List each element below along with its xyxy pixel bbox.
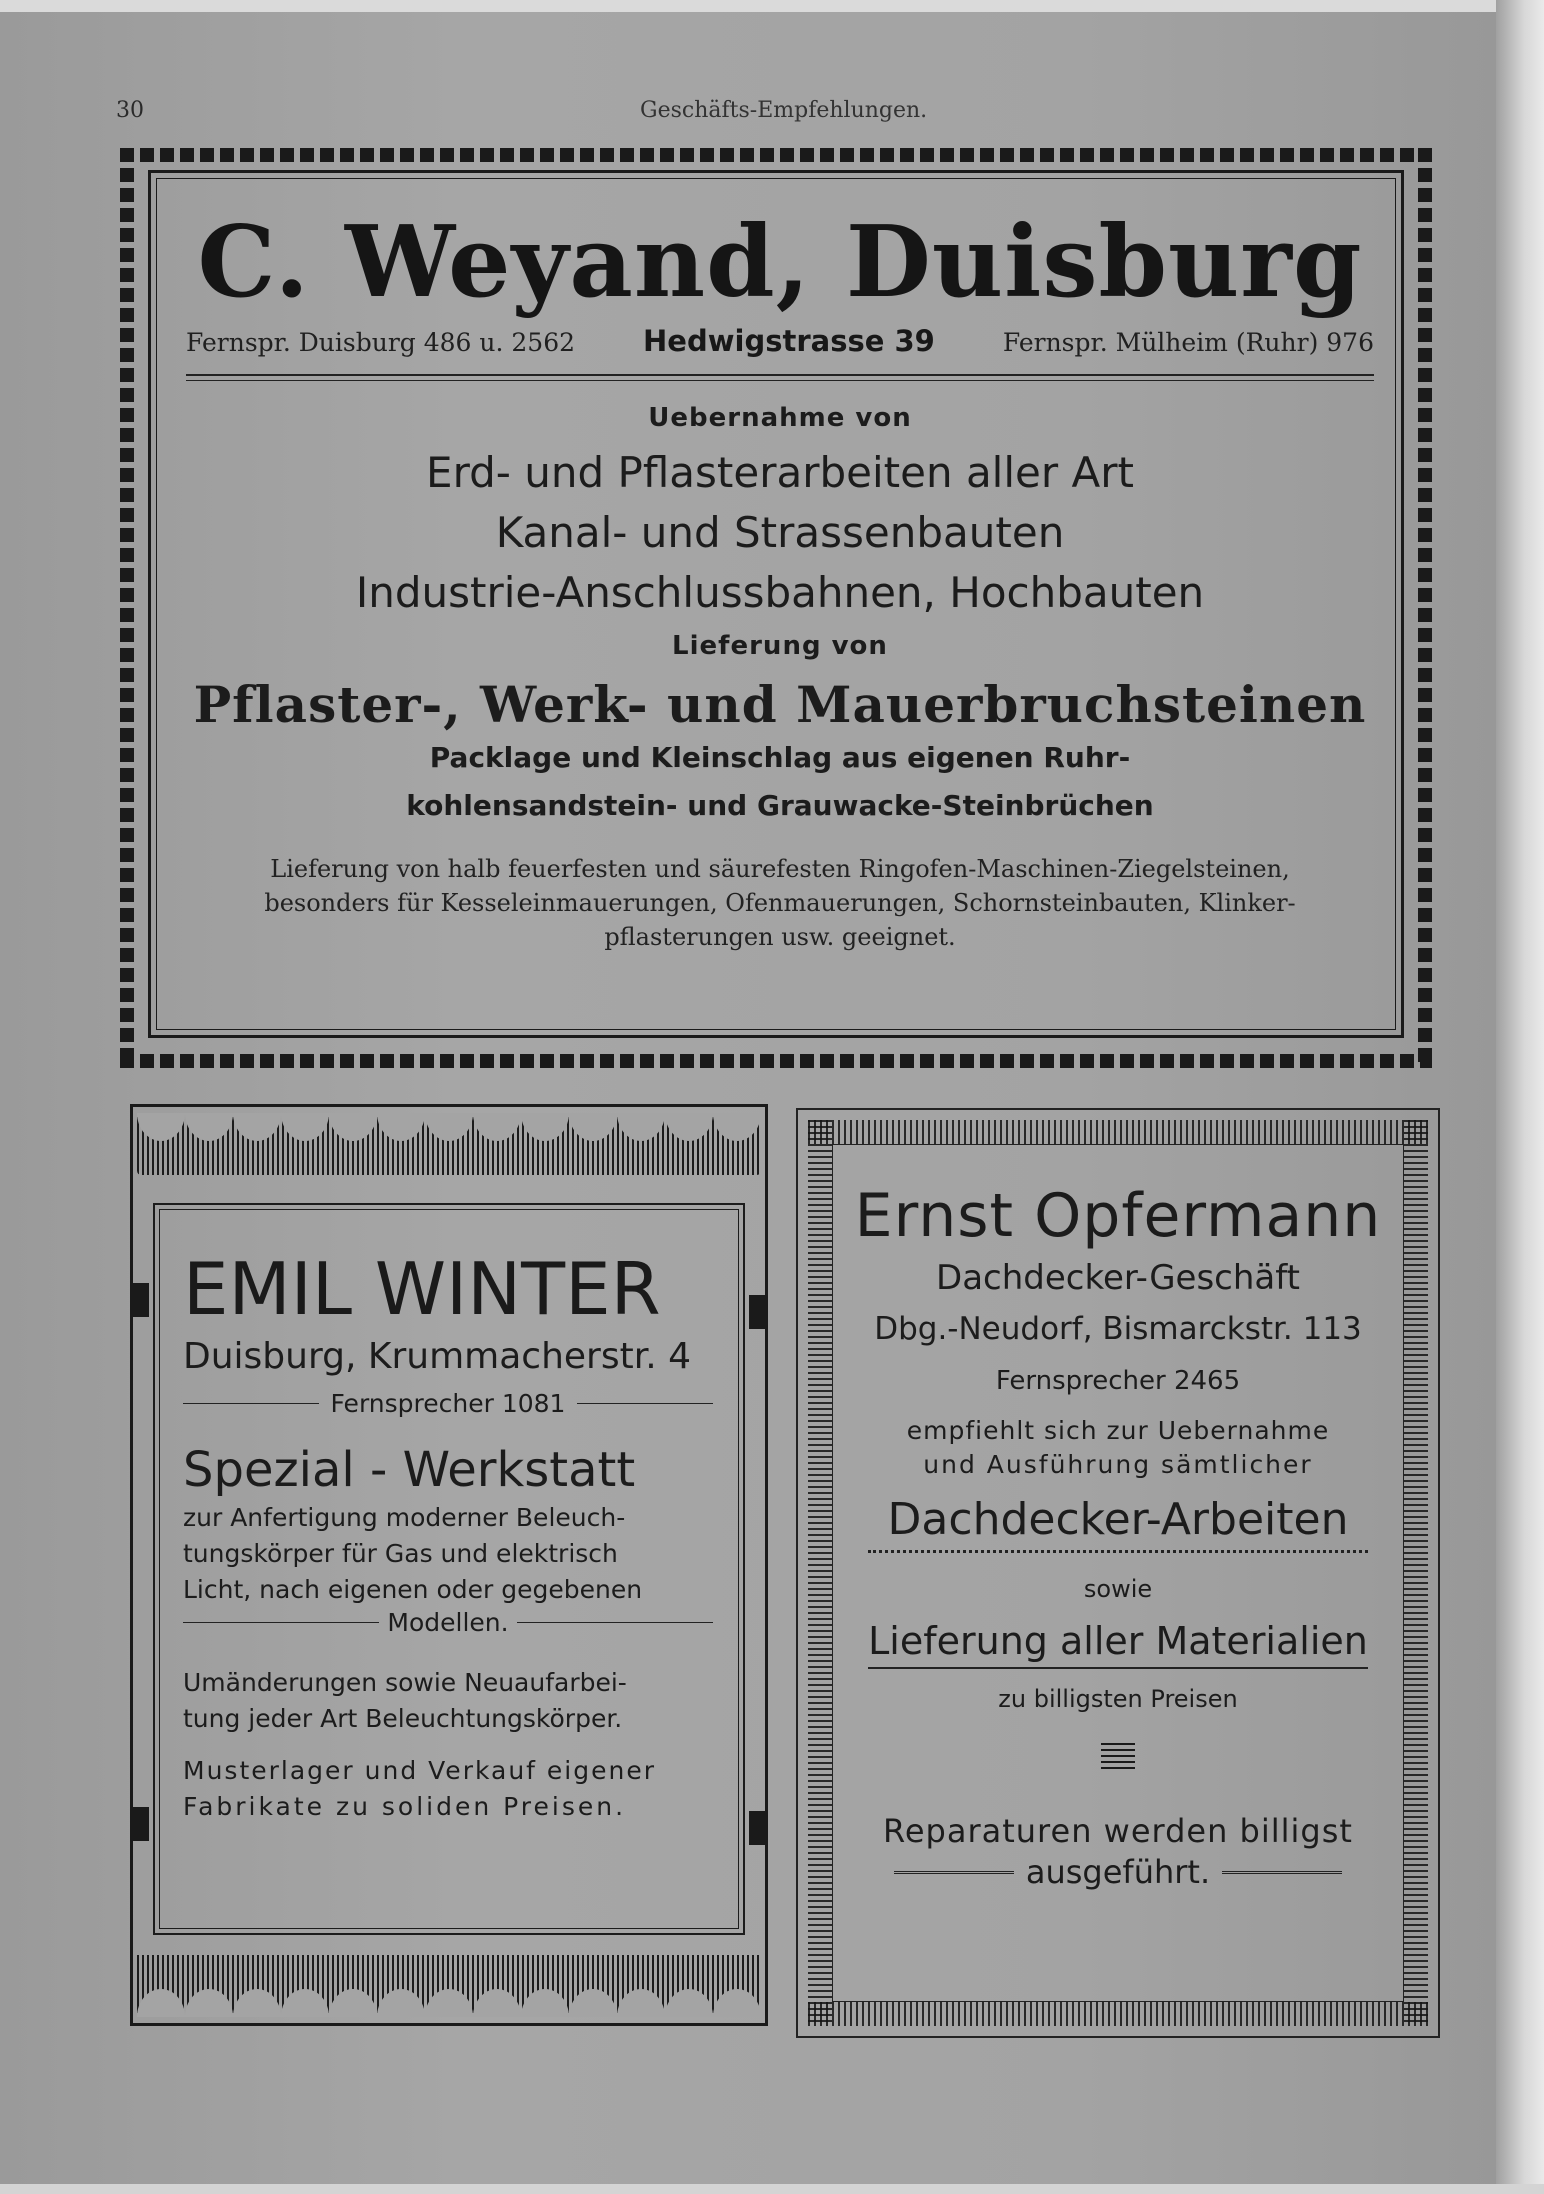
winter-text-line: tungskörper für Gas und elektrisch bbox=[183, 1539, 618, 1568]
winter-address: Duisburg, Krummacherstr. 4 bbox=[183, 1336, 692, 1377]
page-number: 30 bbox=[116, 98, 144, 123]
arch-caps-bottom bbox=[137, 1989, 761, 2017]
delivery-paragraph bbox=[180, 852, 1380, 954]
winter-text-line: Licht, nach eigenen oder gegebenen bbox=[183, 1575, 643, 1604]
opfermann-prices: zu billigsten Preisen bbox=[998, 1685, 1238, 1713]
quarry-line-1: Packlage und Kleinschlag aus eigenen Ruhr- bbox=[429, 741, 1131, 774]
paragraph-line-1: Lieferung von halb feuerfesten und säurefesten Ringofen-Maschinen-Ziegelsteinen, bbox=[270, 855, 1290, 883]
winter-models: Modellen. bbox=[387, 1608, 509, 1637]
winter-title: Spezial - Werkstatt bbox=[183, 1442, 636, 1498]
stones-headline: Pflaster-, Werk- und Mauerbruchsteinen bbox=[193, 675, 1367, 734]
opfermann-done: ausgeführt. bbox=[1025, 1853, 1211, 1891]
service-item: Industrie-Anschlussbahnen, Hochbauten bbox=[355, 568, 1205, 617]
phone-muelheim: Fernspr. Mülheim (Ruhr) 976 bbox=[1002, 328, 1374, 357]
winter-text-line: zur Anfertigung moderner Beleuch- bbox=[183, 1503, 626, 1532]
running-title: Geschäfts-Empfehlungen. bbox=[640, 98, 928, 123]
opfermann-recommend-line: empfiehlt sich zur Uebernahme bbox=[906, 1416, 1330, 1445]
winter-models-row bbox=[183, 1608, 713, 1637]
delivery-label: Lieferung von bbox=[672, 631, 888, 661]
services-list bbox=[180, 443, 1380, 623]
winter-content bbox=[183, 1247, 713, 1825]
side-block bbox=[133, 1283, 149, 1317]
page-header bbox=[110, 98, 1430, 128]
ornament-icon bbox=[1101, 1743, 1135, 1773]
dotted-rule bbox=[868, 1550, 1368, 1553]
opfermann-name: Ernst Opfermann bbox=[854, 1181, 1382, 1251]
opfermann-advertisement bbox=[798, 1110, 1438, 2036]
opfermann-recommend-line: und Ausführung sämtlicher bbox=[923, 1450, 1313, 1479]
winter-rework-line: tung jeder Art Beleuchtungskörper. bbox=[183, 1704, 623, 1733]
side-block bbox=[749, 1295, 765, 1329]
winter-stock-line: Fabrikate zu soliden Preisen. bbox=[183, 1792, 627, 1821]
service-item: Kanal- und Strassenbauten bbox=[495, 508, 1065, 557]
page-edge-bottom bbox=[0, 2184, 1544, 2194]
double-rule bbox=[186, 374, 1374, 381]
arch-caps-top bbox=[137, 1113, 761, 1141]
firm-name: C. Weyand, Duisburg bbox=[197, 205, 1363, 320]
weyand-content bbox=[180, 200, 1380, 954]
weyand-advertisement bbox=[120, 148, 1432, 1068]
phone-duisburg: Fernspr. Duisburg 486 u. 2562 bbox=[186, 328, 576, 357]
border-band-bottom bbox=[120, 1054, 1432, 1068]
page-edge-right bbox=[1496, 0, 1544, 2194]
paragraph-line-3: pflasterungen usw. geeignet. bbox=[604, 923, 956, 951]
opfermann-repair: Reparaturen werden billigst bbox=[883, 1812, 1353, 1850]
border-band-right bbox=[1418, 148, 1432, 1068]
opfermann-address: Dbg.-Neudorf, Bismarckstr. 113 bbox=[874, 1311, 1362, 1347]
winter-phone-row bbox=[183, 1389, 713, 1418]
border-band-left bbox=[120, 148, 134, 1068]
opfermann-work: Dachdecker-Arbeiten bbox=[887, 1494, 1349, 1545]
takeover-label: Uebernahme von bbox=[648, 403, 912, 433]
opfermann-done-row bbox=[828, 1853, 1408, 1891]
service-item: Erd- und Pflasterarbeiten aller Art bbox=[426, 448, 1134, 497]
contact-row bbox=[180, 324, 1380, 358]
side-block bbox=[133, 1807, 149, 1841]
quarry-line-2: kohlensandstein- und Grauwacke-Steinbrüchen bbox=[406, 789, 1154, 822]
opfermann-also: sowie bbox=[1083, 1575, 1153, 1603]
winter-rework-line: Umänderungen sowie Neuaufarbei- bbox=[183, 1668, 627, 1697]
opfermann-materials: Lieferung aller Materialien bbox=[868, 1619, 1368, 1663]
winter-name: EMIL WINTER bbox=[183, 1247, 661, 1331]
winter-phone: Fernsprecher 1081 bbox=[330, 1389, 566, 1418]
winter-stock-line: Musterlager und Verkauf eigener bbox=[183, 1756, 656, 1785]
opfermann-content bbox=[828, 1180, 1408, 1891]
border-band-top bbox=[120, 148, 1432, 162]
street-address: Hedwigstrasse 39 bbox=[643, 324, 935, 358]
solid-rule bbox=[868, 1667, 1368, 1669]
winter-advertisement bbox=[130, 1104, 768, 2026]
side-block bbox=[749, 1811, 765, 1845]
paragraph-line-2: besonders für Kesseleinmauerungen, Ofenmauerungen, Schornsteinbauten, Klinker- bbox=[264, 889, 1296, 917]
opfermann-phone: Fernsprecher 2465 bbox=[995, 1366, 1241, 1396]
page-edge-top bbox=[0, 0, 1544, 12]
opfermann-trade: Dachdecker-Geschäft bbox=[936, 1258, 1300, 1298]
